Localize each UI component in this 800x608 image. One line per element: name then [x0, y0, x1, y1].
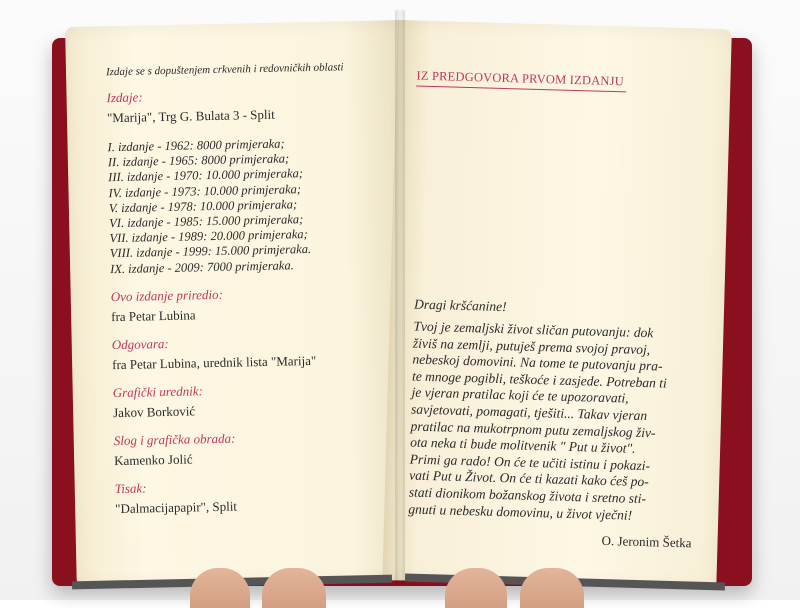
preface-text	[407, 297, 702, 552]
publisher-value: "Marija", Trg G. Bulata 3 - Split	[106, 106, 275, 126]
print-heading: Tisak:	[114, 480, 147, 496]
imprint-block	[106, 60, 395, 519]
preface-line: živiš na zemlji, putuješ prema svojoj pravoj,	[412, 335, 651, 357]
graphic-editor-value: Jakov Borković	[112, 403, 196, 420]
edition-list	[107, 134, 390, 277]
preface-line: nebeskoj domovini. Na tome te putovanju pra-	[412, 351, 663, 374]
greeting: Dragi kršćanine!	[413, 296, 507, 315]
right-page	[382, 20, 732, 589]
edition-line: VIII. izdanje - 1999: 15.000 primjeraka.	[109, 242, 312, 261]
preface-line: gnuti u nebesku domovinu, u život vječni!	[408, 501, 633, 523]
book-gutter	[395, 10, 405, 585]
left-page	[65, 20, 415, 587]
preface-line: stati dionikom božanskog života i sretno sti-	[408, 484, 647, 507]
typesetting-heading: Slog i grafička obrada:	[113, 430, 236, 448]
edition-line: II. izdanje - 1965: 8000 primjeraka;	[107, 151, 290, 170]
publisher-heading: Izdaje:	[106, 89, 143, 106]
prepared-heading: Ovo izdanje priredio:	[110, 286, 224, 305]
edition-line: VII. izdanje - 1989: 20.000 primjeraka;	[109, 227, 308, 246]
edition-line: III. izdanje - 1970: 10.000 primjeraka;	[108, 166, 304, 185]
preface-line: Primi ga rado! On će te učiti istinu i pokazi-	[409, 451, 651, 473]
graphic-editor-heading: Grafički urednik:	[112, 383, 204, 400]
edition-line: VI. izdanje - 1985: 15.000 primjeraka;	[109, 212, 304, 231]
edition-line: IX. izdanje - 2009: 7000 primjeraka.	[109, 257, 294, 276]
preface-block	[408, 68, 708, 551]
preface-line: ota neka ti bude molitvenik " Put u život".	[410, 434, 636, 456]
preface-line: vati Put u Život. On će ti kazati kako ćeš po-	[409, 467, 649, 490]
preface-line: savjetovati, pomagati, tješiti... Takav vjeran	[410, 401, 648, 424]
finger-right	[520, 568, 584, 608]
preface-line: je vjeran pratilac koji će te upozoravati,	[411, 384, 629, 406]
preface-line: te mnoge pogibli, teškoće i zasjede. Potreban ti	[411, 368, 668, 391]
responsible-heading: Odgovara:	[111, 335, 169, 352]
preface-line: Tvoj je zemaljski život sličan putovanju: dok	[413, 318, 654, 341]
print-value: "Dalmacijapapir", Split	[115, 498, 238, 516]
typesetting-value: Kamenko Jolić	[114, 451, 193, 468]
preface-title: IZ PREDGOVORA PRVOM IZDANJU	[416, 68, 625, 89]
edition-line: IV. izdanje - 1973: 10.000 primjeraka;	[108, 181, 302, 200]
edition-line: I. izdanje - 1962: 8000 primjeraka;	[107, 136, 285, 155]
finger-left	[262, 568, 326, 608]
prepared-value: fra Petar Lubina	[110, 307, 196, 325]
permission-note: Izdaje se s dopuštenjem crkvenih i redovničkih oblasti	[105, 61, 344, 79]
edition-line: V. izdanje - 1978: 10.000 primjeraka;	[108, 197, 298, 216]
preface-line: pratilac na mukotrpnom putu zemaljskog živ-	[410, 418, 656, 440]
responsible-value: fra Petar Lubina, urednik lista "Marija"	[111, 352, 317, 372]
signature: O. Jeronim Šetka	[601, 533, 692, 551]
